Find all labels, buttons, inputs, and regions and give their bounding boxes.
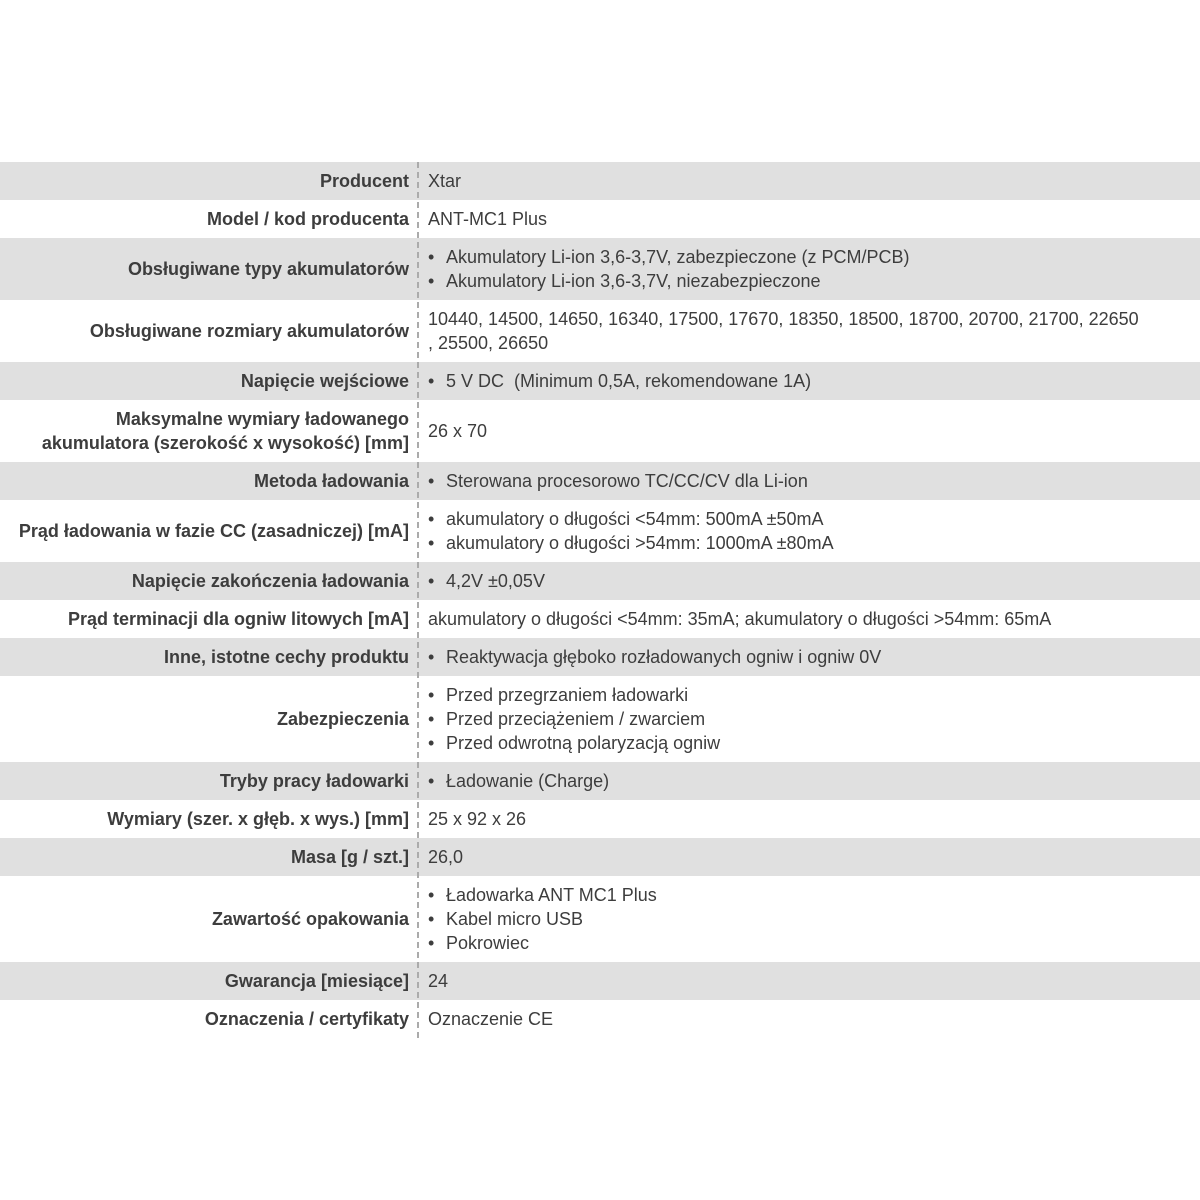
bullet-icon: • <box>428 709 435 729</box>
bullet-icon: • <box>428 885 435 905</box>
table-row <box>0 300 1200 362</box>
bullet-icon: • <box>428 247 435 267</box>
value-text: 26 x 70 <box>428 421 488 441</box>
table-row <box>0 500 1200 562</box>
value-line <box>428 907 1190 931</box>
value-text: Ładowarka ANT MC1 Plus <box>446 885 657 905</box>
value-line <box>428 807 1190 831</box>
row-value <box>418 838 1200 876</box>
value-line <box>428 419 1190 443</box>
row-value <box>418 600 1200 638</box>
value-text: Xtar <box>428 171 462 191</box>
row-label: Napięcie zakończenia ładowania <box>131 571 409 591</box>
row-value <box>418 200 1200 238</box>
row-value <box>418 500 1200 562</box>
row-label: Napięcie wejściowe <box>240 371 409 391</box>
bullet-icon: • <box>428 471 435 491</box>
value-text: Akumulatory Li-ion 3,6-3,7V, niezabezpieczone <box>446 271 821 291</box>
value-line <box>428 169 1190 193</box>
bullet-icon: • <box>428 909 435 929</box>
value-text: Sterowana procesorowo TC/CC/CV dla Li-ion <box>446 471 808 491</box>
table-row <box>0 1000 1200 1038</box>
table-row <box>0 462 1200 500</box>
table-row <box>0 838 1200 876</box>
value-text: Akumulatory Li-ion 3,6-3,7V, zabezpieczone (z PCM/PCB) <box>446 247 910 267</box>
row-value <box>418 300 1200 362</box>
value-text: ANT-MC1 Plus <box>428 209 548 229</box>
bullet-icon: • <box>428 733 435 753</box>
value-text: 26,0 <box>428 847 464 867</box>
value-line <box>428 269 1190 293</box>
bullet-icon: • <box>428 371 435 391</box>
value-text: akumulatory o długości <54mm: 35mA; akumulatory o długości >54mm: 65mA <box>428 609 1052 629</box>
bullet-icon: • <box>428 771 435 791</box>
value-text: 10440, 14500, 14650, 16340, 17500, 17670, 18350, 18500, 18700, 20700, 21700, 22650 <box>428 309 1139 329</box>
row-value <box>418 800 1200 838</box>
bullet-icon: • <box>428 533 435 553</box>
table-row <box>0 638 1200 676</box>
row-label: Tryby pracy ładowarki <box>219 771 409 791</box>
row-value <box>418 676 1200 762</box>
row-value <box>418 412 1200 450</box>
value-text: Oznaczenie CE <box>428 1009 554 1029</box>
row-label: Producent <box>319 171 409 191</box>
value-line <box>428 731 1190 755</box>
value-line <box>428 369 1190 393</box>
value-line <box>428 307 1190 331</box>
value-line <box>428 531 1190 555</box>
spec-table <box>0 162 1200 1038</box>
table-row <box>0 962 1200 1000</box>
row-label: Model / kod producenta <box>206 209 409 229</box>
value-line <box>428 883 1190 907</box>
table-row <box>0 400 1200 462</box>
value-line <box>428 245 1190 269</box>
value-line <box>428 969 1190 993</box>
bullet-icon: • <box>428 571 435 591</box>
value-text: akumulatory o długości <54mm: 500mA ±50mA <box>446 509 824 529</box>
row-value <box>418 238 1200 300</box>
row-label: Zawartość opakowania <box>211 909 409 929</box>
table-row <box>0 162 1200 200</box>
table-row <box>0 676 1200 762</box>
bullet-icon: • <box>428 685 435 705</box>
row-label: Obsługiwane rozmiary akumulatorów <box>89 321 409 341</box>
value-line <box>428 469 1190 493</box>
row-value <box>418 638 1200 676</box>
value-text: Pokrowiec <box>446 933 530 953</box>
row-value <box>418 362 1200 400</box>
row-label: Zabezpieczenia <box>276 709 409 729</box>
value-text: 25 x 92 x 26 <box>428 809 527 829</box>
table-row <box>0 238 1200 300</box>
row-label: Gwarancja [miesiące] <box>224 971 409 991</box>
value-text: 24 <box>428 971 449 991</box>
row-value <box>418 162 1200 200</box>
table-row <box>0 200 1200 238</box>
bullet-icon: • <box>428 647 435 667</box>
row-label: Obsługiwane typy akumulatorów <box>127 259 409 279</box>
row-label: Maksymalne wymiary ładowanego akumulatora (szerokość x wysokość) [mm] <box>41 409 409 453</box>
value-line <box>428 769 1190 793</box>
value-line <box>428 707 1190 731</box>
value-line <box>428 507 1190 531</box>
value-line <box>428 931 1190 955</box>
bullet-icon: • <box>428 933 435 953</box>
table-row <box>0 762 1200 800</box>
table-row <box>0 562 1200 600</box>
row-value <box>418 962 1200 1000</box>
value-line <box>428 207 1190 231</box>
value-text: 4,2V ±0,05V <box>446 571 545 591</box>
value-text: Reaktywacja głęboko rozładowanych ogniw i ogniw 0V <box>446 647 882 667</box>
row-label: Oznaczenia / certyfikaty <box>204 1009 409 1029</box>
row-label: Masa [g / szt.] <box>290 847 409 867</box>
row-value <box>418 876 1200 962</box>
value-line <box>428 845 1190 869</box>
value-text: Ładowanie (Charge) <box>446 771 610 791</box>
row-value <box>418 562 1200 600</box>
row-value <box>418 1000 1200 1038</box>
row-label: Prąd terminacji dla ogniw litowych [mA] <box>67 609 409 629</box>
bullet-icon: • <box>428 509 435 529</box>
table-row <box>0 876 1200 962</box>
value-line <box>428 569 1190 593</box>
value-text: , 25500, 26650 <box>428 333 549 353</box>
table-row <box>0 362 1200 400</box>
value-line <box>428 683 1190 707</box>
value-line <box>428 607 1190 631</box>
table-row <box>0 600 1200 638</box>
row-label: Prąd ładowania w fazie CC (zasadniczej) [mA] <box>18 521 409 541</box>
row-value <box>418 462 1200 500</box>
value-line <box>428 1007 1190 1031</box>
row-value <box>418 762 1200 800</box>
value-text: Przed odwrotną polaryzacją ogniw <box>446 733 721 753</box>
value-text: akumulatory o długości >54mm: 1000mA ±80mA <box>446 533 834 553</box>
value-line <box>428 645 1190 669</box>
row-label: Wymiary (szer. x głęb. x wys.) [mm] <box>107 809 409 829</box>
row-label: Inne, istotne cechy produktu <box>163 647 409 667</box>
value-line <box>428 331 1190 355</box>
table-row <box>0 800 1200 838</box>
value-text: Kabel micro USB <box>446 909 584 929</box>
value-text: 5 V DC (Minimum 0,5A, rekomendowane 1A) <box>446 371 812 391</box>
value-text: Przed przegrzaniem ładowarki <box>446 685 689 705</box>
bullet-icon: • <box>428 271 435 291</box>
row-label: Metoda ładowania <box>253 471 409 491</box>
value-text: Przed przeciążeniem / zwarciem <box>446 709 706 729</box>
